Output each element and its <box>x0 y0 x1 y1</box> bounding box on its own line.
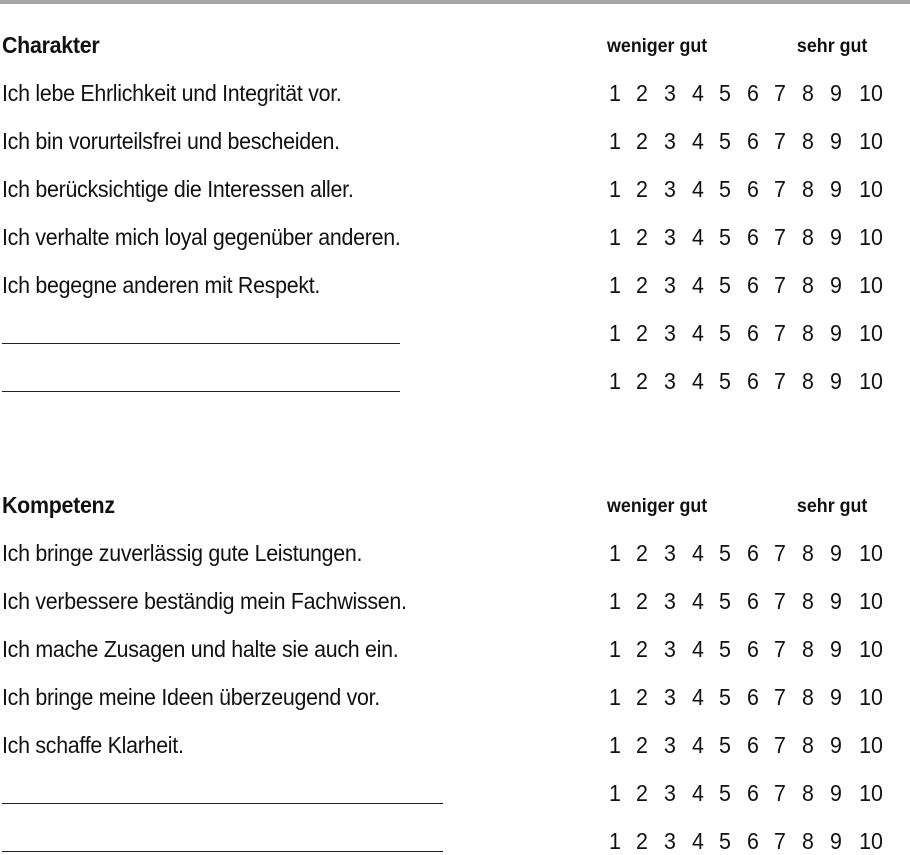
rating-option-4[interactable]: 4 <box>692 588 704 614</box>
rating-option-10[interactable]: 10 <box>859 224 883 250</box>
rating-option-4[interactable]: 4 <box>692 320 704 346</box>
rating-option-7[interactable]: 7 <box>774 588 786 614</box>
rating-option-6[interactable]: 6 <box>747 128 759 154</box>
rating-option-10[interactable]: 10 <box>859 272 883 298</box>
rating-option-5[interactable]: 5 <box>719 732 731 758</box>
section-header <box>0 484 910 532</box>
rating-scale <box>600 126 890 156</box>
rating-option-1[interactable]: 1 <box>609 80 621 106</box>
rating-option-4[interactable]: 4 <box>692 828 704 854</box>
rating-option-9[interactable]: 9 <box>830 684 842 710</box>
rating-option-6[interactable]: 6 <box>747 320 759 346</box>
rating-option-1[interactable]: 1 <box>609 684 621 710</box>
rating-option-2[interactable]: 2 <box>636 128 648 154</box>
rating-option-8[interactable]: 8 <box>802 588 814 614</box>
rating-option-4[interactable]: 4 <box>692 540 704 566</box>
rating-option-1[interactable]: 1 <box>609 176 621 202</box>
rating-option-3[interactable]: 3 <box>664 636 676 662</box>
rating-option-5[interactable]: 5 <box>719 780 731 806</box>
rating-option-2[interactable]: 2 <box>636 684 648 710</box>
rating-option-6[interactable]: 6 <box>747 636 759 662</box>
rating-option-2[interactable]: 2 <box>636 588 648 614</box>
rating-option-1[interactable]: 1 <box>609 540 621 566</box>
rating-option-6[interactable]: 6 <box>747 828 759 854</box>
rating-option-7[interactable]: 7 <box>774 176 786 202</box>
statement-text: Ich lebe Ehrlichkeit und Integrität vor. <box>2 80 342 106</box>
rating-option-10[interactable]: 10 <box>859 732 883 758</box>
rating-option-1[interactable]: 1 <box>609 320 621 346</box>
rating-option-1[interactable]: 1 <box>609 588 621 614</box>
rating-option-8[interactable]: 8 <box>802 128 814 154</box>
rating-option-6[interactable]: 6 <box>747 684 759 710</box>
rating-option-2[interactable]: 2 <box>636 224 648 250</box>
rating-option-10[interactable]: 10 <box>859 320 883 346</box>
rating-option-4[interactable]: 4 <box>692 368 704 394</box>
rating-option-5[interactable]: 5 <box>719 684 731 710</box>
statement-text: Ich bin vorurteilsfrei und bescheiden. <box>2 128 340 154</box>
rating-option-2[interactable]: 2 <box>636 176 648 202</box>
scale-label-low: weniger gut <box>607 496 708 517</box>
rating-option-2[interactable]: 2 <box>636 272 648 298</box>
rating-option-1[interactable]: 1 <box>609 636 621 662</box>
statement-text: Ich berücksichtige die Interessen aller. <box>2 176 354 202</box>
rating-option-2[interactable]: 2 <box>636 540 648 566</box>
statement-text: Ich begegne anderen mit Respekt. <box>2 272 321 298</box>
rating-option-4[interactable]: 4 <box>692 684 704 710</box>
rating-scale <box>600 730 890 760</box>
rating-option-5[interactable]: 5 <box>719 224 731 250</box>
rating-option-4[interactable]: 4 <box>692 636 704 662</box>
rating-option-9[interactable]: 9 <box>830 732 842 758</box>
write-in-line[interactable] <box>2 391 400 392</box>
rating-option-9[interactable]: 9 <box>830 320 842 346</box>
rating-option-10[interactable]: 10 <box>859 684 883 710</box>
rating-option-2[interactable]: 2 <box>636 80 648 106</box>
rating-option-10[interactable]: 10 <box>859 780 883 806</box>
rating-option-7[interactable]: 7 <box>774 128 786 154</box>
rating-option-5[interactable]: 5 <box>719 636 731 662</box>
rating-option-6[interactable]: 6 <box>747 732 759 758</box>
rating-row <box>0 72 910 120</box>
rating-option-10[interactable]: 10 <box>859 540 883 566</box>
rating-option-2[interactable]: 2 <box>636 780 648 806</box>
rating-option-1[interactable]: 1 <box>609 128 621 154</box>
rating-option-6[interactable]: 6 <box>747 224 759 250</box>
rating-option-8[interactable]: 8 <box>802 176 814 202</box>
rating-option-4[interactable]: 4 <box>692 780 704 806</box>
statement-text: Ich verhalte mich loyal gegenüber anderen. <box>2 224 401 250</box>
section-header <box>0 24 910 72</box>
rating-option-9[interactable]: 9 <box>830 540 842 566</box>
rating-option-7[interactable]: 7 <box>774 320 786 346</box>
rating-option-8[interactable]: 8 <box>802 780 814 806</box>
blank-rating-row <box>0 312 910 360</box>
write-in-line[interactable] <box>2 343 400 344</box>
rating-option-1[interactable]: 1 <box>609 780 621 806</box>
rating-option-8[interactable]: 8 <box>802 320 814 346</box>
rating-option-3[interactable]: 3 <box>664 176 676 202</box>
rating-option-7[interactable]: 7 <box>774 80 786 106</box>
rating-row <box>0 120 910 168</box>
top-divider <box>0 0 910 4</box>
rating-option-7[interactable]: 7 <box>774 732 786 758</box>
rating-option-2[interactable]: 2 <box>636 320 648 346</box>
rating-option-8[interactable]: 8 <box>802 828 814 854</box>
rating-row <box>0 724 910 772</box>
rating-option-5[interactable]: 5 <box>719 588 731 614</box>
rating-option-3[interactable]: 3 <box>664 588 676 614</box>
rating-option-8[interactable]: 8 <box>802 368 814 394</box>
rating-scale <box>600 826 890 855</box>
rating-option-8[interactable]: 8 <box>802 684 814 710</box>
rating-row <box>0 676 910 724</box>
rating-option-6[interactable]: 6 <box>747 272 759 298</box>
rating-option-7[interactable]: 7 <box>774 224 786 250</box>
rating-option-3[interactable]: 3 <box>664 732 676 758</box>
rating-option-10[interactable]: 10 <box>859 176 883 202</box>
rating-option-5[interactable]: 5 <box>719 128 731 154</box>
rating-scale <box>600 270 890 300</box>
rating-option-2[interactable]: 2 <box>636 732 648 758</box>
scale-labels <box>607 34 867 60</box>
rating-option-3[interactable]: 3 <box>664 684 676 710</box>
rating-row <box>0 628 910 676</box>
write-in-line[interactable] <box>2 803 443 804</box>
rating-option-1[interactable]: 1 <box>609 368 621 394</box>
rating-scale <box>600 174 890 204</box>
rating-option-4[interactable]: 4 <box>692 224 704 250</box>
scale-label-high: sehr gut <box>796 496 868 517</box>
rating-option-8[interactable]: 8 <box>802 80 814 106</box>
rating-option-9[interactable]: 9 <box>830 636 842 662</box>
rating-option-1[interactable]: 1 <box>609 224 621 250</box>
blank-rating-row <box>0 820 910 855</box>
rating-option-5[interactable]: 5 <box>719 540 731 566</box>
rating-option-7[interactable]: 7 <box>774 684 786 710</box>
rating-option-7[interactable]: 7 <box>774 828 786 854</box>
rating-option-10[interactable]: 10 <box>859 80 883 106</box>
rating-option-4[interactable]: 4 <box>692 176 704 202</box>
rating-option-2[interactable]: 2 <box>636 368 648 394</box>
rating-option-5[interactable]: 5 <box>719 272 731 298</box>
rating-option-3[interactable]: 3 <box>664 368 676 394</box>
statement-text: Ich verbessere beständig mein Fachwissen. <box>2 588 407 614</box>
rating-option-5[interactable]: 5 <box>719 80 731 106</box>
rating-row <box>0 216 910 264</box>
rating-option-1[interactable]: 1 <box>609 732 621 758</box>
rating-option-3[interactable]: 3 <box>664 224 676 250</box>
rating-option-1[interactable]: 1 <box>609 272 621 298</box>
rating-option-5[interactable]: 5 <box>719 828 731 854</box>
rating-option-9[interactable]: 9 <box>830 224 842 250</box>
rating-option-9[interactable]: 9 <box>830 368 842 394</box>
rating-option-6[interactable]: 6 <box>747 780 759 806</box>
scale-label-high: sehr gut <box>796 36 868 57</box>
rating-option-2[interactable]: 2 <box>636 828 648 854</box>
rating-option-7[interactable]: 7 <box>774 636 786 662</box>
rating-option-5[interactable]: 5 <box>719 176 731 202</box>
rating-option-7[interactable]: 7 <box>774 368 786 394</box>
rating-option-9[interactable]: 9 <box>830 176 842 202</box>
rating-option-10[interactable]: 10 <box>859 828 883 854</box>
rating-scale <box>600 222 890 252</box>
rating-scale <box>600 366 890 396</box>
rating-row <box>0 264 910 312</box>
rating-option-6[interactable]: 6 <box>747 80 759 106</box>
rating-option-3[interactable]: 3 <box>664 320 676 346</box>
rating-option-8[interactable]: 8 <box>802 732 814 758</box>
scale-labels <box>607 494 867 520</box>
rating-option-9[interactable]: 9 <box>830 80 842 106</box>
rating-option-3[interactable]: 3 <box>664 540 676 566</box>
rating-option-6[interactable]: 6 <box>747 588 759 614</box>
scale-label-low: weniger gut <box>607 36 708 57</box>
rating-option-10[interactable]: 10 <box>859 588 883 614</box>
rating-option-9[interactable]: 9 <box>830 828 842 854</box>
rating-option-3[interactable]: 3 <box>664 128 676 154</box>
blank-rating-row <box>0 360 910 408</box>
rating-scale <box>600 586 890 616</box>
rating-scale <box>600 778 890 808</box>
rating-option-10[interactable]: 10 <box>859 636 883 662</box>
rating-row <box>0 580 910 628</box>
rating-scale <box>600 682 890 712</box>
rating-scale <box>600 78 890 108</box>
rating-option-7[interactable]: 7 <box>774 780 786 806</box>
rating-option-6[interactable]: 6 <box>747 176 759 202</box>
rating-option-4[interactable]: 4 <box>692 272 704 298</box>
section-title: Charakter <box>2 32 100 58</box>
rating-option-10[interactable]: 10 <box>859 368 883 394</box>
statement-text: Ich bringe zuverlässig gute Leistungen. <box>2 540 363 566</box>
blank-rating-row <box>0 772 910 820</box>
rating-option-8[interactable]: 8 <box>802 540 814 566</box>
rating-option-1[interactable]: 1 <box>609 828 621 854</box>
rating-option-3[interactable]: 3 <box>664 272 676 298</box>
rating-option-9[interactable]: 9 <box>830 272 842 298</box>
rating-option-9[interactable]: 9 <box>830 780 842 806</box>
statement-text: Ich mache Zusagen und halte sie auch ein. <box>2 636 399 662</box>
rating-option-3[interactable]: 3 <box>664 780 676 806</box>
rating-option-4[interactable]: 4 <box>692 128 704 154</box>
rating-option-8[interactable]: 8 <box>802 272 814 298</box>
rating-option-5[interactable]: 5 <box>719 368 731 394</box>
statement-text: Ich schaffe Klarheit. <box>2 732 184 758</box>
rating-scale <box>600 538 890 568</box>
rating-option-3[interactable]: 3 <box>664 828 676 854</box>
write-in-line[interactable] <box>2 851 443 852</box>
rating-option-4[interactable]: 4 <box>692 732 704 758</box>
statement-text: Ich bringe meine Ideen überzeugend vor. <box>2 684 380 710</box>
rating-scale <box>600 634 890 664</box>
rating-option-4[interactable]: 4 <box>692 80 704 106</box>
rating-scale <box>600 318 890 348</box>
rating-option-9[interactable]: 9 <box>830 588 842 614</box>
rating-row <box>0 532 910 580</box>
rating-option-8[interactable]: 8 <box>802 636 814 662</box>
rating-row <box>0 168 910 216</box>
rating-option-9[interactable]: 9 <box>830 128 842 154</box>
rating-option-6[interactable]: 6 <box>747 368 759 394</box>
rating-option-6[interactable]: 6 <box>747 540 759 566</box>
rating-option-2[interactable]: 2 <box>636 636 648 662</box>
rating-option-8[interactable]: 8 <box>802 224 814 250</box>
section-title: Kompetenz <box>2 492 115 518</box>
rating-option-5[interactable]: 5 <box>719 320 731 346</box>
rating-option-7[interactable]: 7 <box>774 272 786 298</box>
rating-option-3[interactable]: 3 <box>664 80 676 106</box>
rating-option-7[interactable]: 7 <box>774 540 786 566</box>
rating-option-10[interactable]: 10 <box>859 128 883 154</box>
